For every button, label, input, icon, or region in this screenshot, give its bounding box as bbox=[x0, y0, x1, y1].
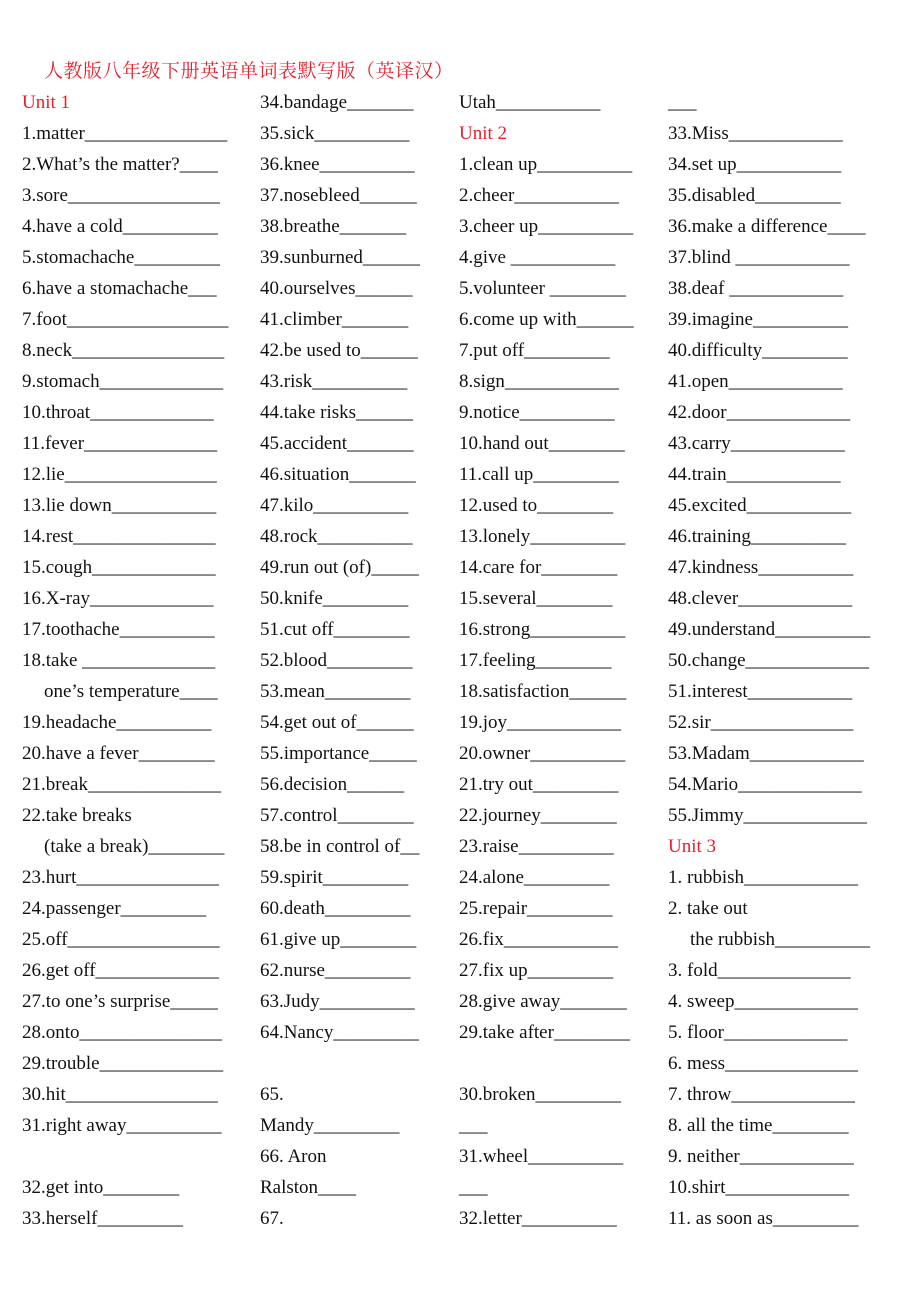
vocab-item: 10.throat_____________ bbox=[22, 402, 214, 423]
vocab-item: 18.satisfaction______ bbox=[459, 681, 627, 702]
blank-row bbox=[459, 1048, 634, 1079]
vocab-item: 6. mess______________ bbox=[668, 1053, 858, 1074]
vocab-item: 66. Aron bbox=[260, 1146, 327, 1167]
vocab-item: 53.Madam____________ bbox=[668, 743, 864, 764]
vocab-item: 48.clever____________ bbox=[668, 588, 853, 609]
vocab-item: 8.neck________________ bbox=[22, 340, 225, 361]
vocab-item: 48.rock__________ bbox=[260, 526, 413, 547]
vocab-item: 45.accident_______ bbox=[260, 433, 414, 454]
vocab-item: 31.right away__________ bbox=[22, 1115, 222, 1136]
column-4 bbox=[668, 87, 870, 1234]
vocab-item: 44.take risks______ bbox=[260, 402, 414, 423]
vocab-item: 49.run out (of)_____ bbox=[260, 557, 419, 578]
vocab-item: 16.strong__________ bbox=[459, 619, 626, 640]
vocab-item: 33.herself_________ bbox=[22, 1208, 183, 1229]
vocab-item: 17.toothache__________ bbox=[22, 619, 215, 640]
vocab-item: 15.cough_____________ bbox=[22, 557, 216, 578]
vocab-item: 14.care for________ bbox=[459, 557, 618, 578]
vocab-item: 23.raise__________ bbox=[459, 836, 614, 857]
vocab-item: 37.nosebleed______ bbox=[260, 185, 417, 206]
vocab-item: 30.broken_________ bbox=[459, 1084, 622, 1105]
vocab-item: 40.ourselves______ bbox=[260, 278, 413, 299]
vocab-item: 21.try out_________ bbox=[459, 774, 619, 795]
vocab-item: 46.situation_______ bbox=[260, 464, 416, 485]
column-2 bbox=[260, 87, 420, 1234]
vocab-item: 39.imagine__________ bbox=[668, 309, 848, 330]
vocab-item: 47.kindness__________ bbox=[668, 557, 854, 578]
vocab-item: 20.owner__________ bbox=[459, 743, 626, 764]
vocab-item: 13.lie down___________ bbox=[22, 495, 217, 516]
vocab-item: 65. bbox=[260, 1084, 284, 1105]
vocab-item: 39.sunburned______ bbox=[260, 247, 420, 268]
vocab-item: 31.wheel__________ bbox=[459, 1146, 624, 1167]
vocab-item: 34.set up___________ bbox=[668, 154, 842, 175]
vocab-item: 15.several________ bbox=[459, 588, 613, 609]
vocab-item: 4.have a cold__________ bbox=[22, 216, 218, 237]
vocab-item: 52.sir_______________ bbox=[668, 712, 854, 733]
vocab-item: 59.spirit_________ bbox=[260, 867, 409, 888]
vocab-item: 5.stomachache_________ bbox=[22, 247, 220, 268]
vocab-item: 29.take after________ bbox=[459, 1022, 630, 1043]
vocab-item: 25.repair_________ bbox=[459, 898, 613, 919]
vocab-item: 5.volunteer ________ bbox=[459, 278, 626, 299]
vocab-item: ___ bbox=[668, 92, 697, 113]
vocab-item: 35.disabled_________ bbox=[668, 185, 841, 206]
vocab-item: 17.feeling________ bbox=[459, 650, 612, 671]
vocab-item: 1.matter_______________ bbox=[22, 123, 228, 144]
vocab-item: 40.difficulty_________ bbox=[668, 340, 848, 361]
vocab-item: 43.risk__________ bbox=[260, 371, 408, 392]
vocab-item: 38.deaf ____________ bbox=[668, 278, 844, 299]
vocab-item: Ralston____ bbox=[260, 1177, 357, 1198]
vocab-item: 12.lie________________ bbox=[22, 464, 217, 485]
column-3 bbox=[459, 87, 634, 1234]
vocab-item: 11. as soon as_________ bbox=[668, 1208, 859, 1229]
vocab-item: 42.be used to______ bbox=[260, 340, 418, 361]
vocab-item: 61.give up________ bbox=[260, 929, 417, 950]
vocab-item: 5. floor_____________ bbox=[668, 1022, 848, 1043]
vocab-item: 56.decision______ bbox=[260, 774, 405, 795]
vocab-item: 28.give away_______ bbox=[459, 991, 627, 1012]
vocab-item: 3. fold______________ bbox=[668, 960, 851, 981]
page-title: 人教版八年级下册英语单词表默写版（英译汉） bbox=[44, 61, 454, 82]
vocab-item: 63.Judy__________ bbox=[260, 991, 415, 1012]
vocab-item: 47.kilo__________ bbox=[260, 495, 409, 516]
vocab-item: 34.bandage_______ bbox=[260, 92, 414, 113]
vocab-item: 35.sick__________ bbox=[260, 123, 410, 144]
vocab-item: Mandy_________ bbox=[260, 1115, 400, 1136]
vocab-item: 36.make a difference____ bbox=[668, 216, 866, 237]
blank-row bbox=[260, 1048, 420, 1079]
vocab-item: 25.off________________ bbox=[22, 929, 220, 950]
vocab-item: 64.Nancy_________ bbox=[260, 1022, 419, 1043]
vocab-item: 1. rubbish____________ bbox=[668, 867, 858, 888]
vocab-item: ___ bbox=[459, 1115, 488, 1136]
vocab-item: 6.come up with______ bbox=[459, 309, 634, 330]
vocab-item: 53.mean_________ bbox=[260, 681, 411, 702]
vocab-item: 24.alone_________ bbox=[459, 867, 610, 888]
vocab-item: 11.call up_________ bbox=[459, 464, 619, 485]
vocab-item: 2. take out bbox=[668, 898, 748, 919]
vocab-item: 3.sore________________ bbox=[22, 185, 220, 206]
vocab-item: 41.open____________ bbox=[668, 371, 843, 392]
vocab-item: Utah___________ bbox=[459, 92, 601, 113]
vocab-item: 2.What’s the matter?____ bbox=[22, 154, 218, 175]
vocab-item: 37.blind ____________ bbox=[668, 247, 850, 268]
vocab-item: 50.knife_________ bbox=[260, 588, 409, 609]
vocab-item: 14.rest_______________ bbox=[22, 526, 216, 547]
vocab-item: 49.understand__________ bbox=[668, 619, 871, 640]
vocab-item: 27.fix up_________ bbox=[459, 960, 614, 981]
vocab-item: 38.breathe_______ bbox=[260, 216, 407, 237]
unit-heading: Unit 1 bbox=[22, 92, 71, 113]
vocab-item: 54.get out of______ bbox=[260, 712, 414, 733]
vocab-item: 55.Jimmy_____________ bbox=[668, 805, 867, 826]
column-1 bbox=[22, 87, 228, 1234]
vocab-item: 8. all the time________ bbox=[668, 1115, 849, 1136]
vocab-item: 4.give ___________ bbox=[459, 247, 616, 268]
unit-heading: Unit 2 bbox=[459, 123, 508, 144]
vocab-item: ___ bbox=[459, 1177, 488, 1198]
vocab-item: 20.have a fever________ bbox=[22, 743, 215, 764]
vocab-item: 12.used to________ bbox=[459, 495, 614, 516]
vocab-item: one’s temperature____ bbox=[44, 681, 218, 702]
vocab-item: 9.notice__________ bbox=[459, 402, 615, 423]
vocab-item: 10.shirt_____________ bbox=[668, 1177, 850, 1198]
vocab-item: 36.knee__________ bbox=[260, 154, 415, 175]
vocab-item: 62.nurse_________ bbox=[260, 960, 411, 981]
vocab-item: 24.passenger_________ bbox=[22, 898, 207, 919]
vocab-item: 51.interest___________ bbox=[668, 681, 853, 702]
vocab-item: 30.hit________________ bbox=[22, 1084, 218, 1105]
vocab-item: 7.put off_________ bbox=[459, 340, 610, 361]
vocab-item: 19.headache__________ bbox=[22, 712, 212, 733]
vocab-item: 58.be in control of__ bbox=[260, 836, 420, 857]
vocab-item: 32.letter__________ bbox=[459, 1208, 617, 1229]
vocab-item: 29.trouble_____________ bbox=[22, 1053, 224, 1074]
vocab-item: 44.train____________ bbox=[668, 464, 841, 485]
vocab-item: 7. throw_____________ bbox=[668, 1084, 855, 1105]
vocab-item: 4. sweep_____________ bbox=[668, 991, 858, 1012]
vocab-item: 45.excited___________ bbox=[668, 495, 852, 516]
vocab-item: 46.training__________ bbox=[668, 526, 846, 547]
vocab-item: 7.foot_________________ bbox=[22, 309, 229, 330]
vocab-item: (take a break)________ bbox=[44, 836, 225, 857]
vocab-item: 33.Miss____________ bbox=[668, 123, 843, 144]
vocab-item: 19.joy____________ bbox=[459, 712, 622, 733]
vocab-item: 43.carry____________ bbox=[668, 433, 845, 454]
vocab-item: the rubbish__________ bbox=[690, 929, 870, 950]
vocab-item: 52.blood_________ bbox=[260, 650, 413, 671]
vocab-item: 51.cut off________ bbox=[260, 619, 410, 640]
vocab-item: 11.fever______________ bbox=[22, 433, 218, 454]
vocab-item: 57.control________ bbox=[260, 805, 414, 826]
vocab-item: 60.death_________ bbox=[260, 898, 411, 919]
vocab-item: 28.onto_______________ bbox=[22, 1022, 223, 1043]
vocab-item: 27.to one’s surprise_____ bbox=[22, 991, 218, 1012]
vocab-item: 2.cheer___________ bbox=[459, 185, 619, 206]
vocab-item: 3.cheer up__________ bbox=[459, 216, 634, 237]
vocab-item: 1.clean up__________ bbox=[459, 154, 633, 175]
vocab-item: 16.X-ray_____________ bbox=[22, 588, 214, 609]
vocab-item: 32.get into________ bbox=[22, 1177, 180, 1198]
vocab-item: 9.stomach_____________ bbox=[22, 371, 224, 392]
vocab-item: 41.climber_______ bbox=[260, 309, 409, 330]
vocab-item: 10.hand out________ bbox=[459, 433, 625, 454]
vocab-item: 8.sign____________ bbox=[459, 371, 619, 392]
vocab-item: 6.have a stomachache___ bbox=[22, 278, 217, 299]
vocab-item: 55.importance_____ bbox=[260, 743, 417, 764]
vocab-item: 23.hurt_______________ bbox=[22, 867, 219, 888]
vocab-item: 18.take ______________ bbox=[22, 650, 216, 671]
vocab-item: 54.Mario_____________ bbox=[668, 774, 862, 795]
vocab-item: 42.door_____________ bbox=[668, 402, 851, 423]
vocab-item: 26.fix____________ bbox=[459, 929, 618, 950]
unit-heading: Unit 3 bbox=[668, 836, 717, 857]
vocab-item: 9. neither____________ bbox=[668, 1146, 854, 1167]
vocab-item: 22.take breaks bbox=[22, 805, 132, 826]
vocab-item: 21.break______________ bbox=[22, 774, 221, 795]
vocab-item: 26.get off_____________ bbox=[22, 960, 220, 981]
vocab-item: 50.change_____________ bbox=[668, 650, 870, 671]
vocab-item: 13.lonely__________ bbox=[459, 526, 626, 547]
vocab-item: 22.journey________ bbox=[459, 805, 617, 826]
vocab-item: 67. bbox=[260, 1208, 284, 1229]
blank-row bbox=[22, 1141, 228, 1172]
